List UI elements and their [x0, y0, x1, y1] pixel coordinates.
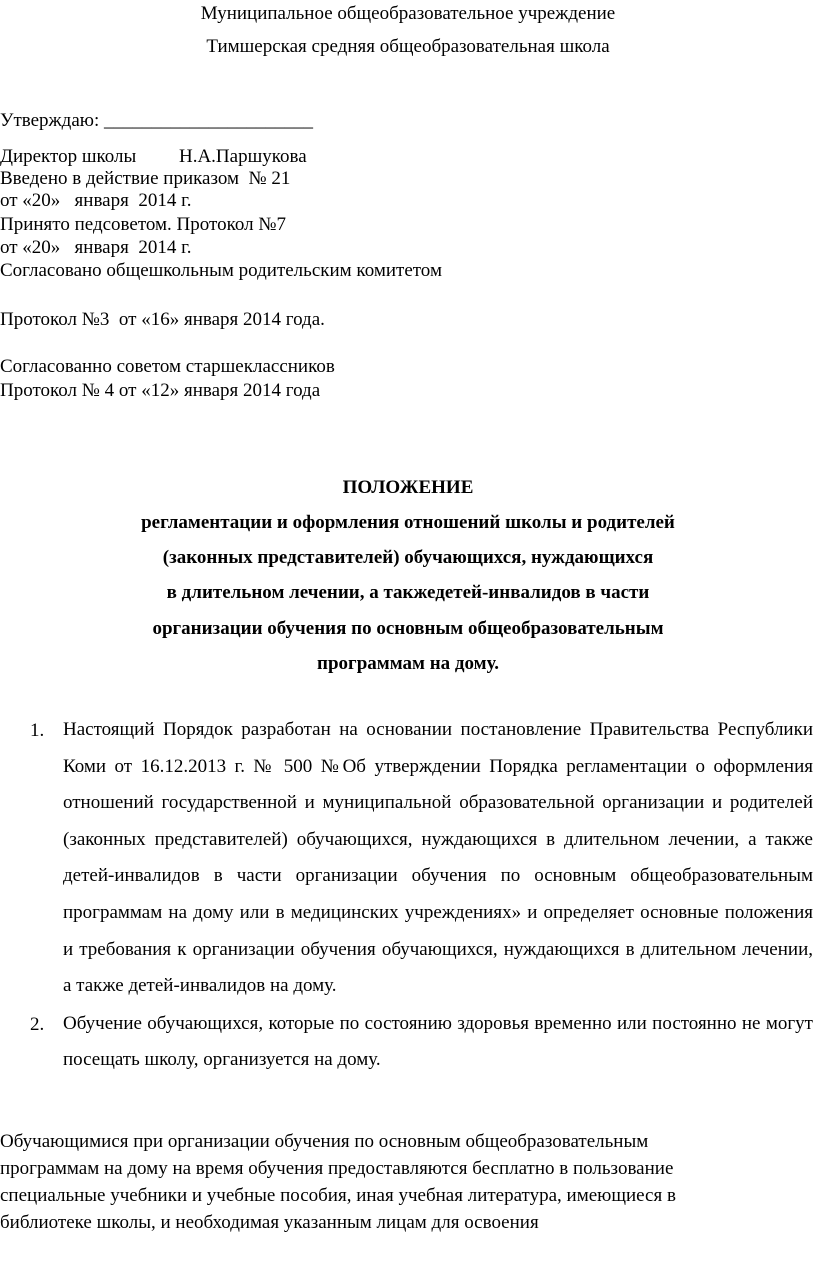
parents-committee-line: Согласовано общешкольным родительским комитетом — [0, 260, 442, 281]
order-line: Введено в действие приказом № 21 — [0, 168, 291, 189]
title-line-3: в длительном лечении, а такжедетей-инвалидов в части — [166, 582, 650, 603]
title-line-1: регламентации и оформления отношений школы и родителей — [141, 512, 675, 533]
title-line-4: организации обучения по основным общеобразовательным — [152, 618, 664, 639]
list-item — [0, 712, 816, 1005]
list-item-text: Настоящий Порядок разработан на основании постановление Правительства Республики Коми от 16.12.2013 г. № 500 №Об утверждении Порядка регламентации о оформления отношений государственной и муниципальной образовательной организации и родителей (законных представителей) обучающихся, нуждающихся в длительном лечении, а также детей-инвалидов в части организации обучения по основным общеобразовательным программам на дому или в медицинских учреждениях» и определяет основные положения и требования к организации обучения обучающихся, нуждающихся в длительном лечении, а также детей-инвалидов на дому. — [63, 719, 813, 997]
council-date-line: от «20» января 2014 г. — [0, 237, 192, 258]
list-item-text: Обучение обучающихся, которые по состоянию здоровья временно или постоянно не могут посещать школу, организуется на дому. — [63, 1012, 813, 1071]
closing-line-2: программам на дому на время обучения предоставляются бесплатно в пользование — [0, 1158, 674, 1179]
order-date-line: от «20» января 2014 г. — [0, 190, 192, 211]
numbered-list — [0, 712, 816, 1079]
title-line-5: программам на дому. — [317, 653, 499, 674]
school-type-line: Муниципальное общеобразовательное учреждение — [200, 3, 616, 24]
title-line-2: (законных представителей) обучающихся, нуждающихся — [162, 547, 654, 568]
council-line: Принято педсоветом. Протокол №7 — [0, 214, 286, 235]
closing-line-1: Обучающимися при организации обучения по основным общеобразовательным — [0, 1131, 649, 1152]
approve-line: Утверждаю: ______________________ — [0, 110, 313, 131]
seniors-protocol-line: Протокол № 4 от «12» января 2014 года — [0, 380, 321, 401]
seniors-council-line: Согласованно советом старшеклассников — [0, 356, 335, 377]
closing-line-3: специальные учебники и учебные пособия, иная учебная литература, имеющиеся в — [0, 1185, 676, 1206]
closing-line-4: библиотеке школы, и необходимая указанным лицам для освоения — [0, 1212, 539, 1233]
parents-protocol-line: Протокол №3 от «16» января 2014 года. — [0, 309, 325, 330]
director-line: Директор школы Н.А.Паршукова — [0, 146, 307, 167]
list-item-number: 2. — [30, 1013, 45, 1035]
school-name-line: Тимшерская средняя общеобразовательная школа — [206, 36, 610, 57]
title-heading: ПОЛОЖЕНИЕ — [342, 477, 474, 498]
closing-paragraph — [0, 1128, 760, 1236]
list-item-number: 1. — [30, 720, 45, 741]
list-item — [0, 1006, 816, 1079]
